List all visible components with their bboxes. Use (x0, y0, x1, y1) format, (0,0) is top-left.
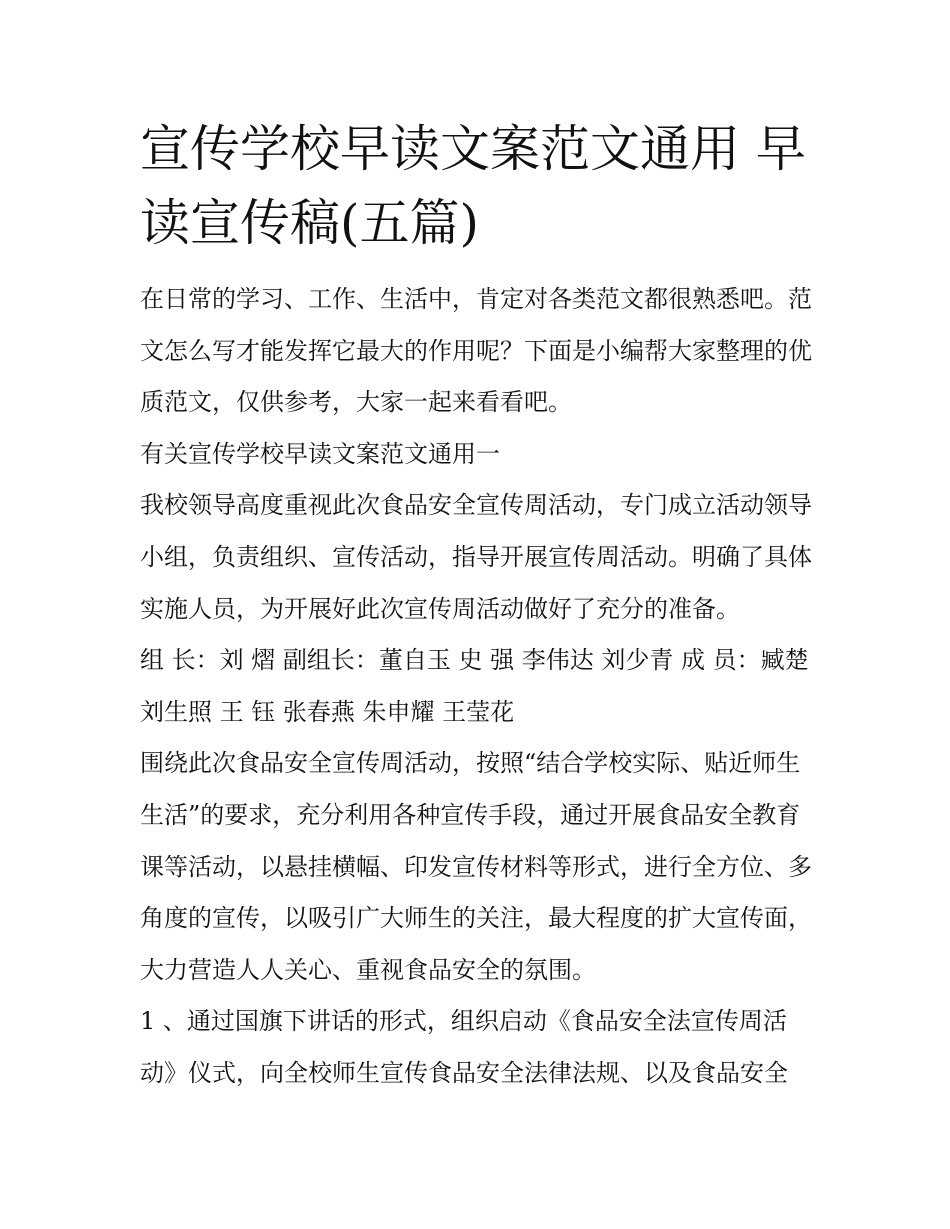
paragraph-team-members: 组 长：刘 熠 副组长：董自玉 史 强 李伟达 刘少青 成 员：臧楚 刘生照 王 钰 张春燕 朱申耀 王莹花 (140, 646, 809, 726)
paragraph-leadership: 我校领导高度重视此次食品安全宣传周活动，专门成立活动领导小组，负责组织、宣传活动，指导开展宣传周活动。明确了具体实施人员，为开展好此次宣传周活动做好了充分的准备。 (140, 491, 812, 623)
paragraph-publicity: 围绕此次食品安全宣传周活动，按照“结合学校实际、贴近师生生活”的要求，充分利用各种宣传手段，通过开展食品安全教育课等活动，以悬挂横幅、印发宣传材料等形式，进行全方位、多角度的宣传，以吸引广大师生的关注，最大程度的扩大宣传面，大力营造人人关心、重视食品安全的氛围。 (140, 749, 812, 984)
document-body (140, 274, 820, 1100)
intro-paragraph: 在日常的学习、工作、生活中，肯定对各类范文都很熟悉吧。范文怎么写才能发挥它最大的作用呢？下面是小编帮大家整理的优质范文，仅供参考，大家一起来看看吧。 (140, 285, 812, 417)
section-heading: 有关宣传学校早读文案范文通用一 (140, 439, 500, 468)
document-title: 宣传学校早读文案范文通用 早读宣传稿(五篇) (140, 120, 806, 252)
paragraph-item-1: 1 、通过国旗下讲话的形式，组织启动《食品安全法宣传周活动》仪式，向全校师生宣传食品安全法律法规、以及食品安全 (140, 1007, 788, 1087)
